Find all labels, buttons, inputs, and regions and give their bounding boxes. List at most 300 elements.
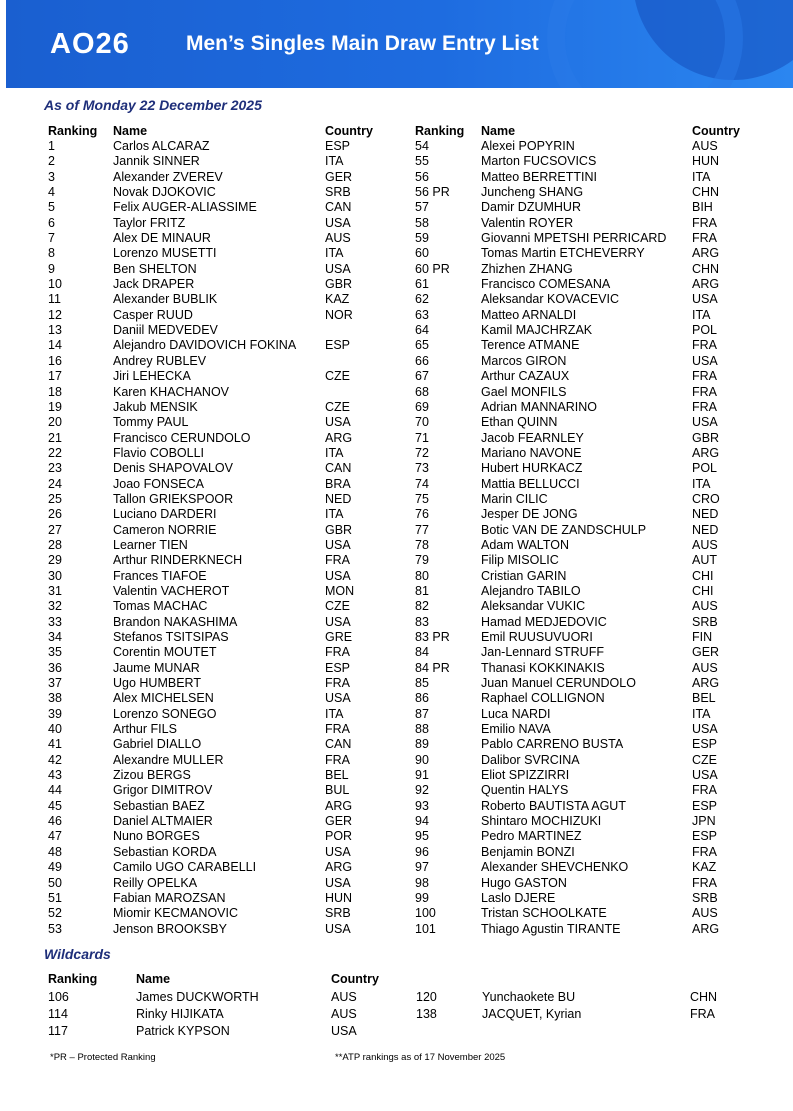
country-cell: USA [692,353,718,368]
wc-left-country-column [331,989,357,1040]
ranking-cell: 58 [415,215,429,230]
player-name-cell: Lorenzo MUSETTI [113,246,217,261]
country-cell: CHN [690,990,718,1004]
player-name-cell: Quentin HALYS [481,783,569,798]
player-name-cell: Matteo BERRETTINI [481,169,597,184]
player-name-cell: Juan Manuel CERUNDOLO [481,676,636,691]
country-cell: USA [325,568,351,583]
country-cell: FRA [325,752,350,767]
player-name-cell: Jenson BROOKSBY [113,921,227,936]
country-cell: ARG [692,277,720,292]
country-cell: GER [692,645,720,660]
ranking-cell: 28 [48,537,62,552]
player-name-cell: Alexander ZVEREV [113,169,223,184]
player-name-cell: Pedro MARTINEZ [481,829,582,844]
country-cell: AUS [692,906,718,921]
ranking-cell: 83 PR [415,630,450,644]
player-name-cell: Corentin MOUTET [113,645,217,660]
player-name-cell: Casper RUUD [113,307,193,322]
player-name-cell: Thanasi KOKKINAKIS [481,660,605,675]
ranking-cell: 23 [48,461,62,476]
player-name-cell: Alexander SHEVCHENKO [481,860,629,875]
country-cell: BRA [325,476,351,491]
player-name-cell: Arthur RINDERKNECH [113,553,243,568]
ranking-cell: 48 [48,844,62,859]
col-header-ranking-right: Ranking [415,124,465,138]
ranking-cell: 71 [415,430,429,445]
ranking-cell: 97 [415,860,429,875]
country-cell: FRA [692,231,717,246]
ranking-cell: 1 [48,139,55,153]
ranking-cell: 57 [415,200,429,215]
country-cell: SRB [692,890,718,905]
country-cell: ESP [325,660,351,675]
wc-right-name-column [482,989,581,1023]
ranking-cell: 3 [48,169,55,184]
player-name-cell: Marin CILIC [481,491,548,506]
wc-left-ranking-column [48,989,69,1040]
ranking-cell: 93 [415,798,429,813]
country-cell: CAN [325,461,352,476]
player-name-cell: Zizou BERGS [113,768,191,783]
player-name-cell: Sebastian BAEZ [113,798,205,813]
player-name-cell: Ethan QUINN [481,415,558,430]
player-name-cell: Gael MONFILS [481,384,567,399]
country-cell: ARG [692,676,720,691]
ranking-cell: 75 [415,491,429,506]
country-cell: POL [692,323,718,338]
player-name-cell: Shintaro MOCHIZUKI [481,814,602,829]
ranking-cell: 98 [415,875,429,890]
ranking-cell: 18 [48,384,62,399]
country-cell [325,385,354,400]
player-name-cell: Tommy PAUL [113,415,189,430]
ranking-cell: 35 [48,645,62,660]
player-name-cell: Jakub MENSIK [113,399,198,414]
player-name-cell: Hamad MEDJEDOVIC [481,614,607,629]
left-ranking-column [48,139,62,937]
country-cell: ESP [325,139,351,153]
player-name-cell: Eliot SPIZZIRRI [481,768,570,783]
country-cell: FRA [692,384,717,399]
player-name-cell: Roberto BAUTISTA AGUT [481,798,626,813]
player-name-cell: Alex DE MINAUR [113,231,211,246]
country-cell: GBR [325,522,353,537]
player-name-cell: Daniil MEDVEDEV [113,323,218,338]
left-name-column [113,139,296,937]
country-cell: CZE [325,369,350,384]
country-cell: AUS [331,1007,357,1021]
player-name-cell: Terence ATMANE [481,338,580,353]
ranking-cell: 70 [415,415,429,430]
ranking-cell: 101 [415,921,436,936]
player-name-cell: Adam WALTON [481,537,569,552]
country-cell: USA [325,261,351,276]
player-name-cell: Karen KHACHANOV [113,384,230,399]
country-cell: FRA [692,338,717,353]
player-name-cell: Aleksandar KOVACEVIC [481,292,620,307]
country-cell: CHI [692,568,714,583]
country-cell: FRA [692,844,717,859]
player-name-cell: Dalibor SVRCINA [481,752,580,767]
player-name-cell: Tomas MACHAC [113,599,208,614]
player-name-cell: Fabian MAROZSAN [113,890,226,905]
country-cell: MON [325,583,355,598]
country-cell: BEL [325,768,349,783]
ranking-cell: 12 [48,307,62,322]
ranking-cell: 2 [48,154,55,169]
ranking-cell: 85 [415,676,429,691]
country-cell: ITA [325,706,344,721]
country-cell: KAZ [692,860,717,875]
country-cell: USA [325,614,351,629]
ranking-cell: 92 [415,783,429,798]
ranking-cell: 86 [415,691,429,706]
ranking-cell: 34 [48,630,62,644]
player-name-cell: Raphael COLLIGNON [481,691,605,706]
ranking-cell: 13 [48,323,62,338]
ranking-cell: 8 [48,246,55,261]
country-cell: FIN [692,630,713,644]
country-cell: CZE [692,752,717,767]
country-cell: AUT [692,553,717,568]
country-cell: ITA [325,507,344,522]
ranking-cell: 37 [48,676,62,691]
country-cell: BEL [692,691,716,706]
country-cell: USA [692,415,718,430]
ranking-cell: 21 [48,430,62,445]
ranking-cell: 26 [48,507,62,522]
country-cell: ESP [692,737,718,752]
player-name-cell: Joao FONSECA [113,476,205,491]
player-name-cell: Alexander BUBLIK [113,292,218,307]
country-cell: SRB [692,614,718,629]
ranking-cell: 60 [415,246,429,261]
country-cell: ITA [692,706,711,721]
country-cell: SRB [325,906,351,921]
ranking-cell: 79 [415,553,429,568]
player-name-cell: Tomas Martin ETCHEVERRY [481,246,645,261]
col-header-country-right: Country [692,124,740,138]
ranking-cell: 74 [415,476,429,491]
ranking-cell: 29 [48,553,62,568]
ranking-cell: 16 [48,353,62,368]
ranking-cell: 117 [48,1024,68,1038]
country-cell: JPN [692,814,716,829]
country-cell: GBR [692,430,720,445]
country-cell: POR [325,829,353,844]
player-name-cell: Tristan SCHOOLKATE [481,906,607,921]
player-name-cell: Alexandre MULLER [113,752,224,767]
ranking-cell: 66 [415,353,429,368]
player-name-cell: Frances TIAFOE [113,568,207,583]
ranking-cell: 64 [415,323,429,338]
ranking-cell: 45 [48,798,62,813]
decorative-ring [547,0,743,88]
player-name-cell: Mariano NAVONE [481,445,582,460]
ranking-cell: 59 [415,231,429,246]
ranking-cell: 19 [48,399,62,414]
col-header-name: Name [113,124,148,138]
ranking-cell: 100 [415,906,436,921]
ranking-cell: 7 [48,231,55,246]
ranking-cell: 87 [415,706,429,721]
player-name-cell: Filip MISOLIC [481,553,559,568]
country-cell: GBR [325,277,353,292]
player-name-cell: Jiri LEHECKA [113,369,191,384]
country-cell: CRO [692,491,720,506]
player-name-cell: Thiago Agustin TIRANTE [481,921,621,936]
ranking-cell: 82 [415,599,429,614]
ranking-cell: 95 [415,829,429,844]
country-cell: USA [325,415,351,430]
wc-header-ranking: Ranking [48,972,98,986]
ranking-cell: 52 [48,906,62,921]
country-cell: BUL [325,783,350,798]
footnote-pr: *PR – Protected Ranking [50,1052,156,1063]
header-banner [6,0,793,88]
player-name-cell: Marton FUCSOVICS [481,154,597,169]
country-cell: USA [325,215,351,230]
player-name-cell: Alex MICHELSEN [113,691,214,706]
player-name-cell: Hubert HURKACZ [481,461,583,476]
right-country-column [692,139,720,937]
country-cell: HUN [325,890,353,905]
ranking-cell: 44 [48,783,62,798]
player-name-cell: Jaume MUNAR [113,660,200,675]
ranking-cell: 88 [415,722,429,737]
player-name-cell: Cristian GARIN [481,568,567,583]
country-cell: USA [325,844,351,859]
country-cell: USA [325,875,351,890]
country-cell: USA [325,921,351,936]
country-cell: BIH [692,200,713,215]
player-name-cell: Hugo GASTON [481,875,567,890]
country-cell: AUS [692,599,718,614]
country-cell: USA [692,768,718,783]
country-cell: ARG [692,921,720,936]
player-name-cell: Miomir KECMANOVIC [113,906,239,921]
ranking-cell: 94 [415,814,429,829]
player-name-cell: JACQUET, Kyrian [482,1007,582,1021]
country-cell: AUS [331,990,357,1004]
player-name-cell: Marcos GIRON [481,353,567,368]
ranking-cell: 24 [48,476,62,491]
country-cell: ESP [692,798,718,813]
country-cell: ITA [325,246,344,261]
country-cell: ESP [692,829,718,844]
ranking-cell: 38 [48,691,62,706]
country-cell: NED [692,507,719,522]
ranking-cell: 89 [415,737,429,752]
wc-header-name: Name [136,972,171,986]
country-cell: ITA [692,169,711,184]
player-name-cell: Jannik SINNER [113,154,200,169]
ranking-cell: 22 [48,445,62,460]
player-name-cell: Matteo ARNALDI [481,307,577,322]
wc-right-ranking-column [416,989,437,1023]
ranking-cell: 83 [415,614,429,629]
player-name-cell: Andrey RUBLEV [113,353,207,368]
player-name-cell: Aleksandar VUKIC [481,599,586,614]
ranking-cell: 46 [48,814,62,829]
player-name-cell: Alejandro TABILO [481,583,581,598]
ranking-cell: 90 [415,752,429,767]
country-cell: AUS [692,660,718,675]
ranking-cell: 106 [48,990,69,1004]
player-name-cell: Alejandro DAVIDOVICH FOKINA [113,338,297,353]
country-cell: ARG [325,798,353,813]
player-name-cell: Emil RUUSUVUORI [481,630,593,644]
ranking-cell: 47 [48,829,62,844]
player-name-cell: Valentin VACHEROT [113,583,230,598]
country-cell: USA [692,722,718,737]
player-name-cell: Tallon GRIEKSPOOR [113,491,234,506]
ranking-cell: 55 [415,154,429,169]
wc-left-name-column [136,989,259,1040]
ranking-cell: 62 [415,292,429,307]
player-name-cell: Zhizhen ZHANG [481,261,573,276]
ranking-cell: 73 [415,461,429,476]
player-name-cell: Francisco COMESANA [481,277,611,292]
player-name-cell: Emilio NAVA [481,722,551,737]
country-cell: CZE [325,399,350,414]
country-cell: GRE [325,630,353,644]
ranking-cell: 6 [48,215,55,230]
player-name-cell: Rinky HIJIKATA [136,1007,224,1021]
player-name-cell: Jan-Lennard STRUFF [481,645,604,660]
player-name-cell: Pablo CARRENO BUSTA [481,737,624,752]
ranking-cell: 5 [48,200,55,215]
ranking-cell: 17 [48,369,62,384]
player-name-cell: Grigor DIMITROV [113,783,213,798]
player-name-cell: Lorenzo SONEGO [113,706,217,721]
country-cell: FRA [325,676,350,691]
player-name-cell: Nuno BORGES [113,829,200,844]
player-name-cell: Carlos ALCARAZ [113,139,210,153]
ranking-cell: 39 [48,706,62,721]
country-cell: HUN [692,154,720,169]
ranking-cell: 25 [48,491,62,506]
player-name-cell: Jesper DE JONG [481,507,578,522]
wc-right-country-column [690,989,717,1023]
country-cell: POL [692,461,718,476]
ranking-cell: 138 [416,1007,437,1021]
player-name-cell: Flavio COBOLLI [113,445,205,460]
country-cell: NOR [325,307,353,322]
ranking-cell: 78 [415,537,429,552]
as-of-date: As of Monday 22 December 2025 [44,97,262,113]
player-name-cell: Benjamin BONZI [481,844,575,859]
player-name-cell: Jacob FEARNLEY [481,430,584,445]
country-cell: CHN [692,261,720,276]
country-cell [325,354,354,369]
player-name-cell: Valentin ROYER [481,215,574,230]
right-name-column [481,139,666,937]
country-cell: ITA [325,445,344,460]
ranking-cell: 60 PR [415,261,450,276]
player-name-cell: Arthur CAZAUX [481,369,570,384]
col-header-country: Country [325,124,373,138]
player-name-cell: James DUCKWORTH [136,990,259,1004]
ranking-cell: 43 [48,768,62,783]
ranking-cell: 76 [415,507,429,522]
ranking-cell: 27 [48,522,62,537]
ranking-cell: 9 [48,261,55,276]
country-cell: FRA [325,645,350,660]
country-cell: FRA [692,783,717,798]
ranking-cell: 54 [415,139,429,153]
ranking-cell: 10 [48,277,62,292]
player-name-cell: Camilo UGO CARABELLI [113,860,257,875]
player-name-cell: Denis SHAPOVALOV [113,461,233,476]
player-name-cell: Learner TIEN [113,537,188,552]
player-name-cell: Jack DRAPER [113,277,195,292]
country-cell: FRA [692,399,717,414]
country-cell: ITA [692,307,711,322]
ranking-cell: 84 [415,645,429,660]
player-name-cell: Novak DJOKOVIC [113,185,216,200]
ranking-cell: 61 [415,277,429,292]
country-cell: CAN [325,200,352,215]
country-cell: KAZ [325,292,350,307]
ranking-cell: 99 [415,890,429,905]
ranking-cell: 51 [48,890,62,905]
ranking-cell: 11 [48,292,61,307]
player-name-cell: Yunchaokete BU [482,990,576,1004]
ranking-cell: 67 [415,369,429,384]
player-name-cell: Gabriel DIALLO [113,737,202,752]
ranking-cell: 96 [415,844,429,859]
ao26-logo: AO26 [50,28,130,60]
country-cell: ARG [325,430,353,445]
country-cell: FRA [690,1007,715,1021]
ranking-cell: 31 [48,583,62,598]
country-cell: AUS [325,231,351,246]
country-cell: AUS [692,139,718,153]
ranking-cell: 30 [48,568,62,583]
player-name-cell: Arthur FILS [113,722,177,737]
country-cell: CAN [325,737,352,752]
ranking-cell: 77 [415,522,429,537]
player-name-cell: Stefanos TSITSIPAS [113,630,229,644]
country-cell: ARG [692,445,720,460]
player-name-cell: Ugo HUMBERT [113,676,201,691]
ranking-cell: 56 [415,169,429,184]
country-cell [325,323,354,338]
country-cell: ARG [325,860,353,875]
country-cell: FRA [325,553,350,568]
country-cell: ITA [325,154,344,169]
player-name-cell: Daniel ALTMAIER [113,814,213,829]
player-name-cell: Francisco CERUNDOLO [113,430,251,445]
player-name-cell: Botic VAN DE ZANDSCHULP [481,522,647,537]
country-cell: USA [325,691,351,706]
country-cell: FRA [692,215,717,230]
country-cell: CZE [325,599,350,614]
player-name-cell: Luca NARDI [481,706,551,721]
country-cell: ITA [692,476,711,491]
ranking-cell: 14 [48,338,62,353]
ranking-cell: 81 [415,583,429,598]
player-name-cell: Patrick KYPSON [136,1024,230,1038]
ranking-cell: 114 [48,1007,68,1021]
country-cell: ESP [325,338,351,353]
ranking-cell: 68 [415,384,429,399]
wildcards-heading: Wildcards [44,946,111,962]
ranking-cell: 41 [48,737,62,752]
player-name-cell: Brandon NAKASHIMA [113,614,238,629]
